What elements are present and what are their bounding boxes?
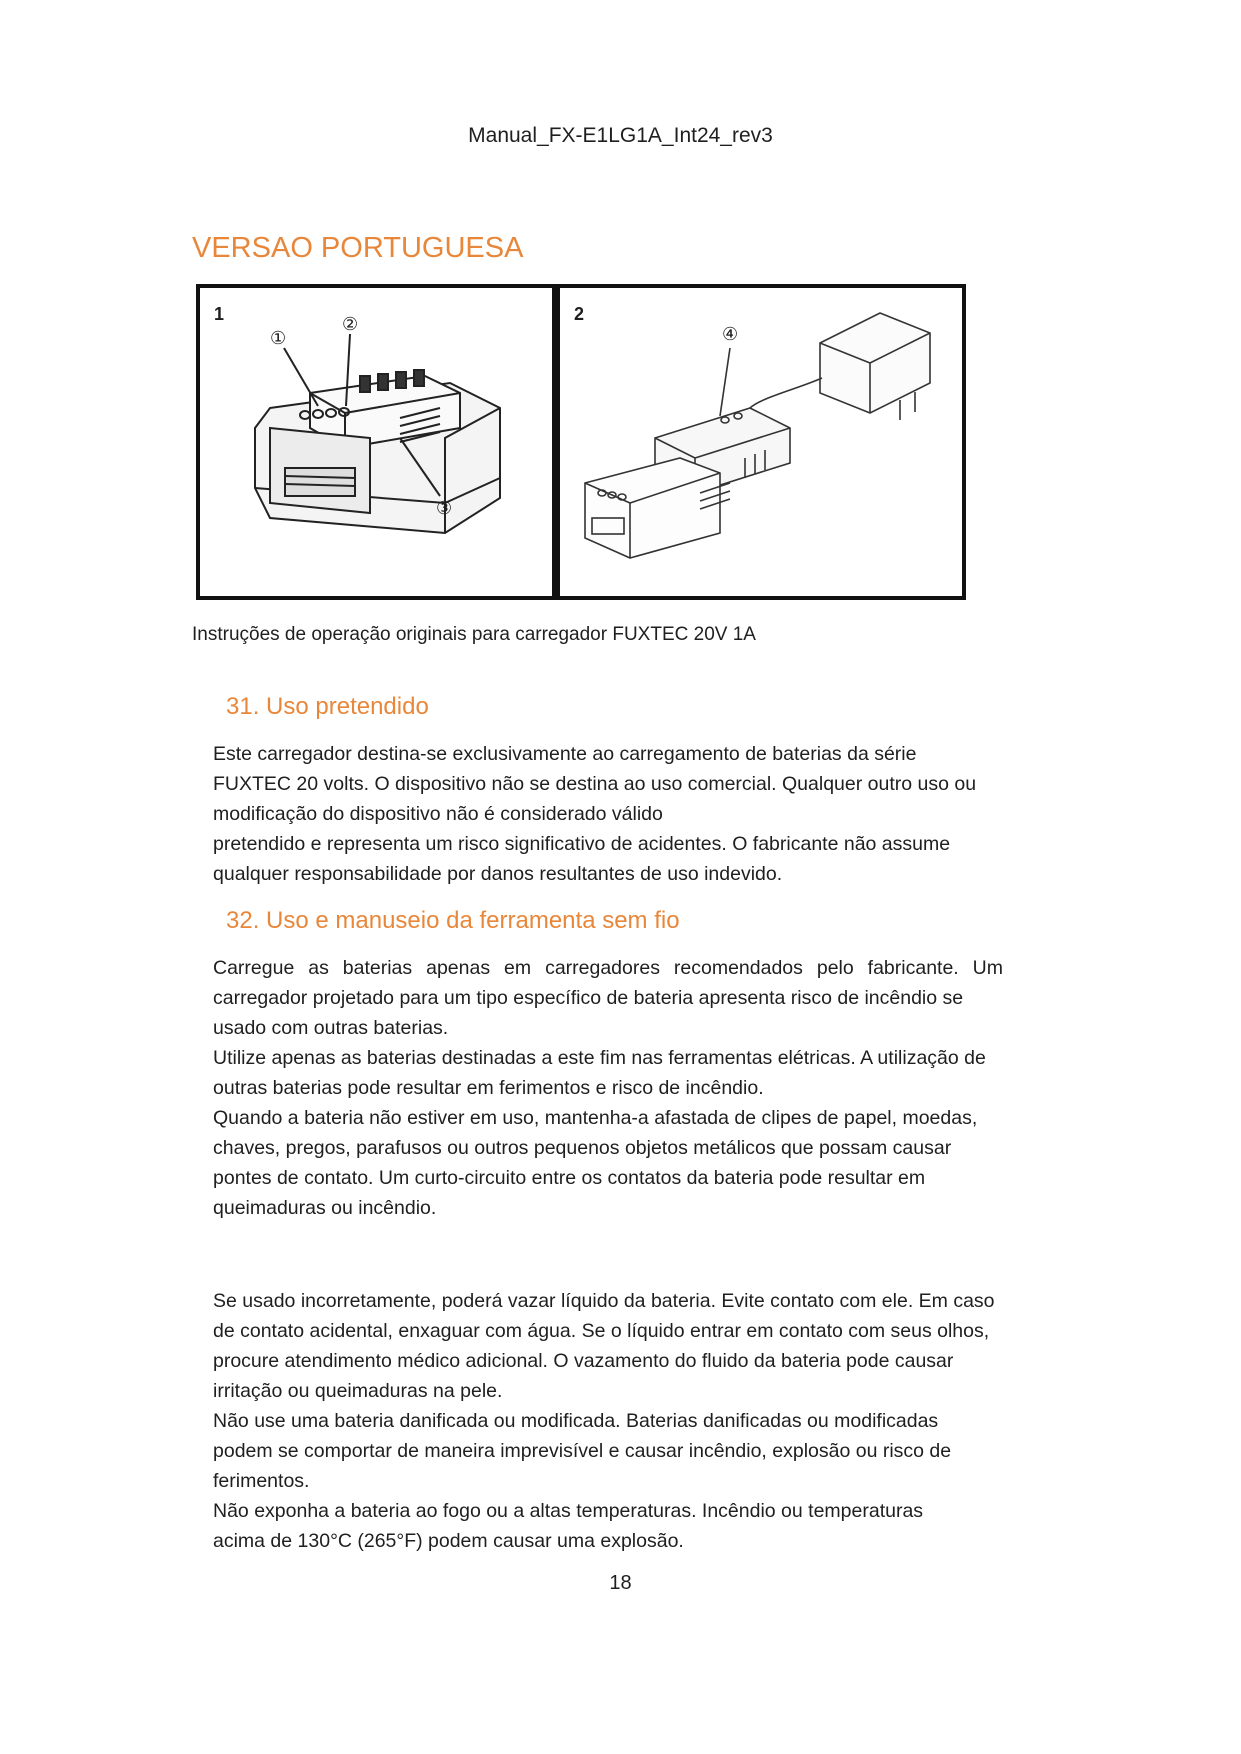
text-line: usado com outras baterias. [213, 1017, 449, 1039]
text-line: queimaduras ou incêndio. [213, 1197, 437, 1219]
text-line: ferimentos. [213, 1470, 310, 1492]
paragraph-battery-safety [213, 1286, 1003, 1556]
text-line: carregador projetado para um tipo específico de bateria apresenta risco de incêndio se [213, 987, 964, 1009]
battery-illustration [200, 288, 552, 596]
text-line: Se usado incorretamente, poderá vazar líquido da bateria. Evite contato com ele. Em caso [213, 1290, 995, 1312]
text-line: irritação ou queimaduras na pele. [213, 1380, 503, 1402]
heading-32-cordless-tool-use: 32. Uso e manuseio da ferramenta sem fio [226, 907, 680, 934]
paragraph-intended-use [213, 739, 1003, 889]
text-line: qualquer responsabilidade por danos resultantes de uso indevido. [213, 863, 783, 885]
text-line: modificação do dispositivo não é considerado válido [213, 803, 663, 825]
callout-1: ① [270, 328, 287, 348]
page-number: 18 [609, 1572, 632, 1594]
text-line: FUXTEC 20 volts. O dispositivo não se destina ao uso comercial. Qualquer outro uso ou [213, 773, 977, 795]
paragraph-cordless-tool-use [213, 953, 1003, 1223]
callout-4: ④ [722, 324, 739, 344]
text-line: Quando a bateria não estiver em uso, mantenha-a afastada de clipes de papel, moedas, [213, 1107, 978, 1129]
text-line: Este carregador destina-se exclusivamente ao carregamento de baterias da série [213, 743, 917, 765]
heading-31-intended-use: 31. Uso pretendido [226, 693, 429, 720]
text-line: Utilize apenas as baterias destinadas a este fim nas ferramentas elétricas. A utilização de [213, 1047, 986, 1069]
figure-caption: Instruções de operação originais para carregador FUXTEC 20V 1A [192, 624, 756, 645]
text-line: pontes de contato. Um curto-circuito entre os contatos da bateria pode resultar em [213, 1167, 926, 1189]
text-line: de contato acidental, enxaguar com água. Se o líquido entrar em contato com seus olhos, [213, 1320, 990, 1342]
text-line: Não exponha a bateria ao fogo ou a altas temperaturas. Incêndio ou temperaturas [213, 1500, 924, 1522]
text-line: chaves, pregos, parafusos ou outros pequenos objetos metálicos que possam causar [213, 1137, 952, 1159]
callout-3: ③ [436, 498, 453, 518]
text-line: acima de 130°C (265°F) podem causar uma explosão. [213, 1530, 684, 1552]
figure-2-number: 2 [574, 304, 585, 324]
document-header-filename: Manual_FX-E1LG1A_Int24_rev3 [468, 124, 773, 147]
figure-1-number: 1 [214, 304, 225, 324]
section-title: VERSAO PORTUGUESA [192, 232, 524, 264]
callout-2: ② [342, 314, 359, 334]
text-line: Carregue as baterias apenas em carregadores recomendados pelo fabricante. Um [213, 957, 1003, 979]
charger-illustration [560, 288, 962, 596]
text-line: outras baterias pode resultar em ferimentos e risco de incêndio. [213, 1077, 764, 1099]
text-line: pretendido e representa um risco significativo de acidentes. O fabricante não assume [213, 833, 951, 855]
text-line: Não use uma bateria danificada ou modificada. Baterias danificadas ou modificadas [213, 1410, 939, 1432]
text-line: podem se comportar de maneira imprevisível e causar incêndio, explosão ou risco de [213, 1440, 952, 1462]
figure-1-battery [196, 284, 556, 600]
text-line: procure atendimento médico adicional. O vazamento do fluido da bateria pode causar [213, 1350, 954, 1372]
figure-2-charger [556, 284, 966, 600]
